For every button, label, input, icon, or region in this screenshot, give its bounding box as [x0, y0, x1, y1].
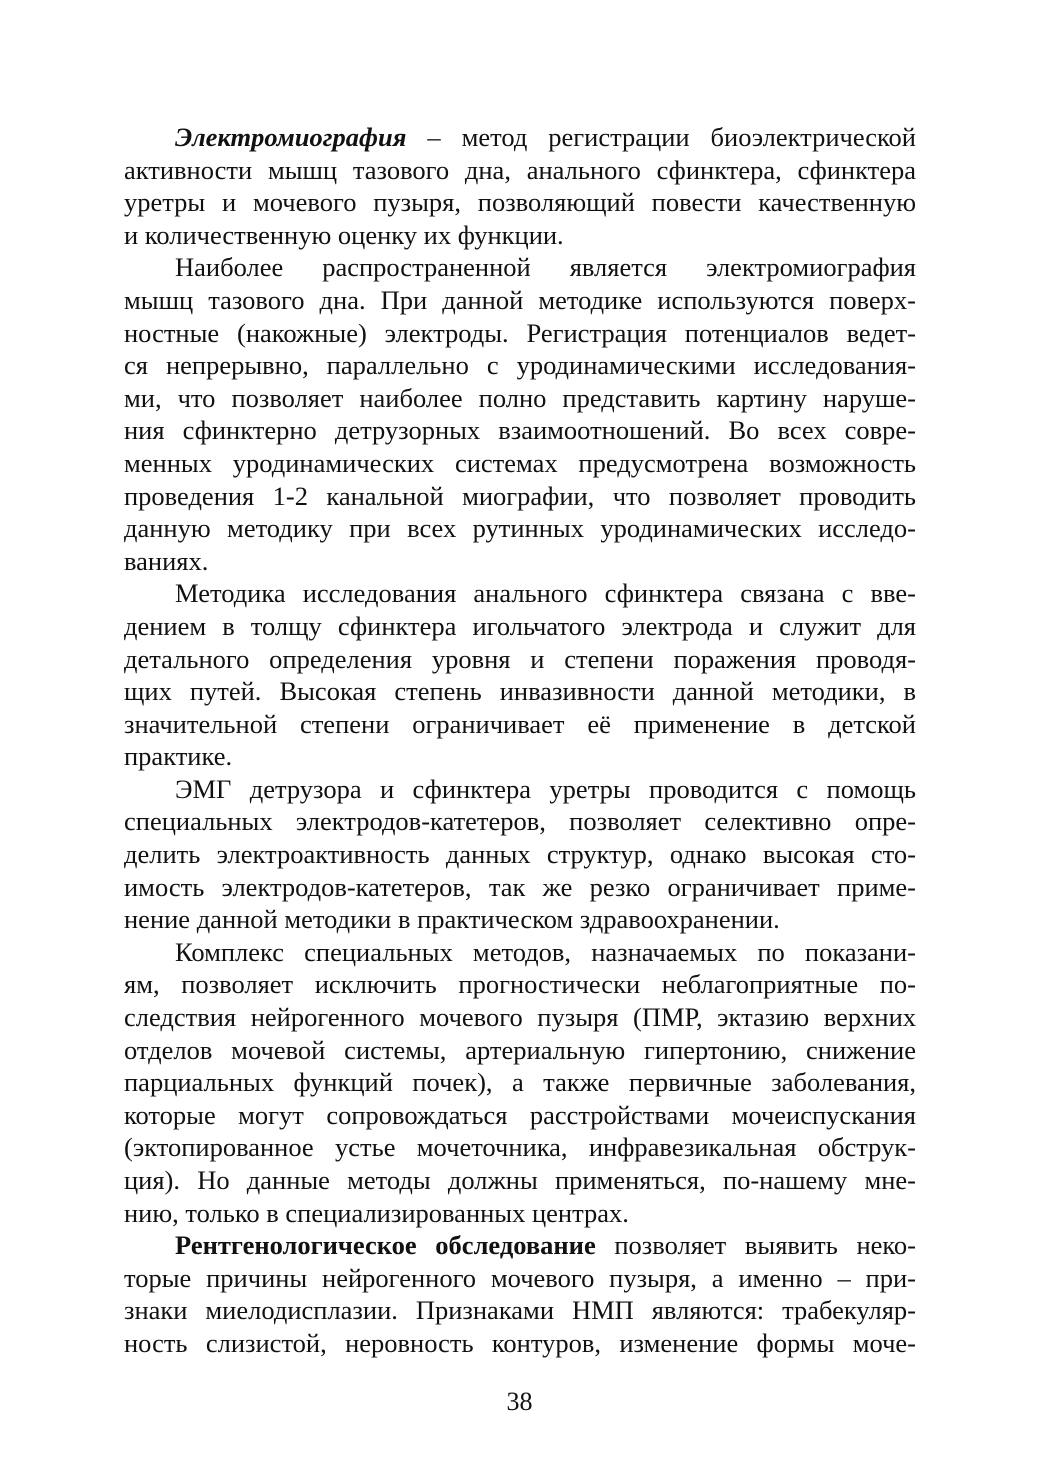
text-line: ностные (накожные) электроды. Регистрация потенциалов ведет- — [124, 317, 916, 348]
text-line: Наиболее распространенной является электромиография — [175, 252, 916, 283]
text-line: щих путей. Высокая степень инвазивности данной методики, в — [124, 676, 916, 707]
paragraph-detrusor-emg — [124, 773, 916, 936]
text-line: отделов мочевой системы, артериальную гипертонию, снижение — [124, 1034, 916, 1065]
text-line: активности мышц тазового дна, анального сфинктера, сфинктера — [124, 154, 916, 185]
text-line — [124, 1229, 916, 1262]
text-line: (эктопированное устье мочеточника, инфравезикальная обструк- — [124, 1132, 916, 1163]
text-line: ЭМГ детрузора и сфинктера уретры проводится с помощь — [175, 773, 916, 804]
text-line: торые причины нейрогенного мочевого пузыря, а именно – при- — [124, 1262, 916, 1293]
text-line: практике. — [124, 741, 233, 772]
paragraph-anal-sphincter — [124, 577, 916, 773]
text-line: ваниях. — [124, 545, 209, 576]
text-line: знаки миелодисплазии. Признаками НМП являются: трабекуляр- — [124, 1295, 916, 1326]
text-line: имость электродов-катетеров, так же резко ограничивает приме- — [124, 871, 916, 902]
text-line: которые могут сопровождаться расстройствами мочеиспускания — [124, 1099, 916, 1130]
text-line: детального определения уровня и степени поражения проводя- — [124, 643, 916, 674]
text-line: ся непрерывно, параллельно с уродинамическими исследования- — [124, 350, 916, 381]
page-number: 38 — [506, 1387, 533, 1416]
paragraph-electromyography — [124, 121, 916, 251]
text-line: Методика исследования анального сфинктера связана с вве- — [175, 578, 916, 609]
paragraph-radiology — [124, 1229, 916, 1359]
text-line: ность слизистой, неровность контуров, изменение формы моче- — [124, 1327, 916, 1358]
text-line: нию, только в специализированных центрах. — [124, 1197, 629, 1228]
text-line: ям, позволяет исключить прогностически неблагоприятные по- — [124, 969, 916, 1000]
text-line: делить электроактивность данных структур, однако высокая сто- — [124, 839, 916, 870]
text-line: данную методику при всех рутинных уродинамических исследо- — [124, 513, 916, 544]
text-line: парциальных функций почек), а также первичные заболевания, — [124, 1067, 916, 1098]
text-line: мышц тазового дна. При данной методике используются поверх- — [124, 284, 916, 315]
text-line: ция). Но данные методы должны применяться, по-нашему мне- — [124, 1165, 916, 1195]
text-line — [124, 121, 916, 154]
text-line: нение данной методики в практическом здравоохранении. — [124, 904, 780, 935]
text-line: Комплекс специальных методов, назначаемых по показани- — [175, 936, 916, 967]
text-line: проведения 1-2 канальной миографии, что позволяет проводить — [124, 480, 916, 511]
line-text: позволяет выявить неко- — [595, 1230, 916, 1261]
text-line: значительной степени ограничивает её применение в детской — [124, 708, 916, 739]
text-line: специальных электродов-катетеров, позволяет селективно опре- — [124, 806, 916, 837]
text-line: менных уродинамических системах предусмотрена возможность — [124, 447, 916, 478]
line-text: – метод регистрации биоэлектрической — [406, 122, 916, 152]
text-line: ния сфинктерно детрузорных взаимоотношений. Во всех совре- — [124, 415, 916, 446]
term-electromyography: Электромиография — [175, 122, 407, 152]
text-line: ми, что позволяет наиболее полно представить картину наруше- — [124, 382, 916, 413]
paragraph-special-methods — [124, 936, 916, 1229]
text-line: дением в толщу сфинктера игольчатого электрода и служит для — [124, 610, 916, 641]
page-body — [124, 121, 916, 1358]
term-radiology: Рентгенологическое обследование — [175, 1230, 596, 1261]
text-line: следствия нейрогенного мочевого пузыря (ПМР, эктазию верхних — [124, 1002, 916, 1033]
text-line: уретры и мочевого пузыря, позволяющий повести качественную — [124, 187, 916, 218]
paragraph-pelvic-floor-emg — [124, 251, 916, 577]
text-line: и количественную оценку их функции. — [124, 219, 564, 250]
